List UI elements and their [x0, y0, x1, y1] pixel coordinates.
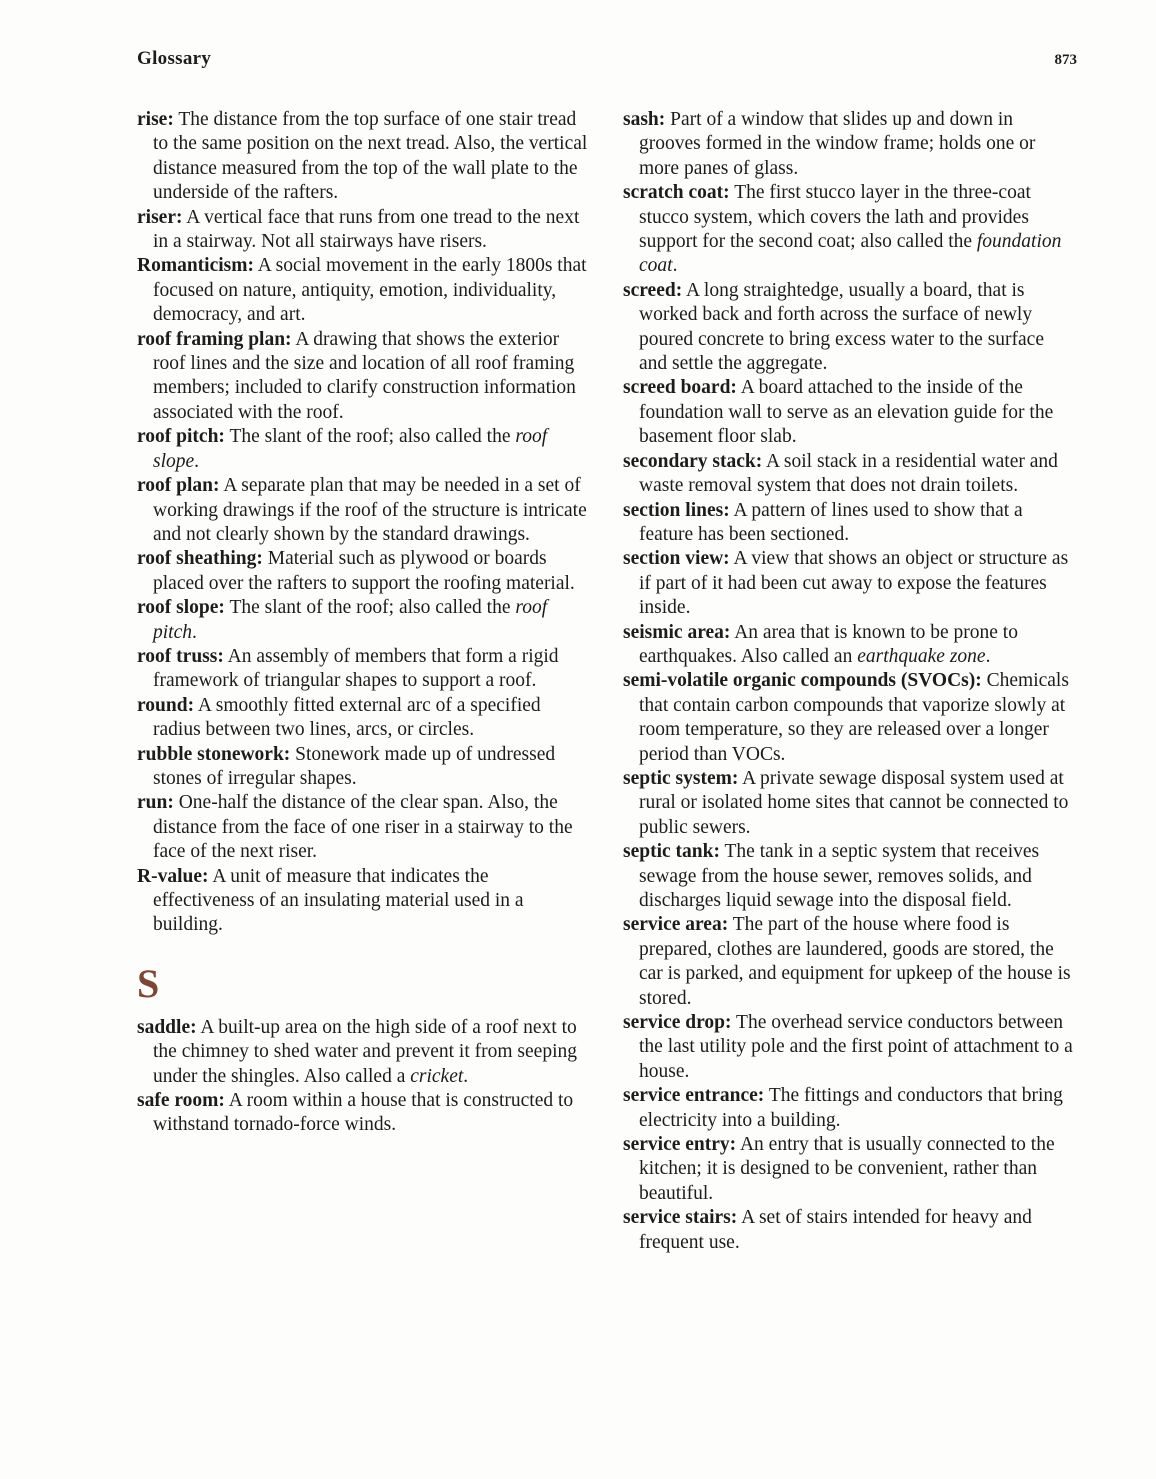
glossary-entry [623, 621, 1077, 670]
definition-segment: Part of a window that slides up and down in grooves formed in the window frame; holds one or more panes of glass. [639, 109, 1036, 179]
definition-italic-segment: earthquake zone [857, 645, 986, 667]
glossary-term: screed board: [623, 377, 737, 399]
glossary-term: service entry: [623, 1134, 737, 1156]
definition-segment: The tank in a septic system that receives sewage from the house sewer, removes solids, and discharges liquid sewage into the disposal field. [639, 841, 1040, 911]
glossary-term: semi-volatile organic compounds (SVOCs): [623, 670, 982, 692]
glossary-entry [137, 694, 591, 743]
glossary-term: riser: [137, 206, 183, 228]
definition-segment: Stonework made up of undressed stones of irregular shapes. [153, 743, 556, 789]
definition-italic-segment: roof slope [153, 426, 548, 472]
glossary-term: round: [137, 694, 195, 716]
glossary-term: secondary stack: [623, 450, 763, 472]
glossary-entry [623, 913, 1077, 1011]
glossary-entry [623, 1011, 1077, 1084]
glossary-entry [623, 1084, 1077, 1133]
definition-segment: A room within a house that is constructed to withstand tornado-force winds. [153, 1090, 574, 1136]
definition-segment: The distance from the top surface of one stair tread to the same position on the next tread. Also, the vertical distance measured from the top of the wall plate to the underside of the rafters. [153, 109, 588, 204]
definition-segment: A vertical face that runs from one tread to the next in a stairway. Not all stairways have risers. [153, 206, 580, 253]
glossary-entry [137, 425, 591, 474]
definition-italic-segment: roof pitch [153, 597, 548, 643]
definition-segment: The part of the house where food is prepared, clothes are laundered, goods are stored, the car is parked, and equipment for upkeep of the house is stored. [639, 914, 1071, 1009]
glossary-entry [623, 279, 1077, 377]
glossary-entry [137, 254, 591, 327]
definition-italic-segment: foundation coat [639, 231, 1062, 277]
glossary-entry [623, 181, 1077, 279]
glossary-term: septic system: [623, 767, 739, 789]
definition-segment: A set of stairs intended for heavy and frequent use. [639, 1207, 1032, 1253]
glossary-term: roof slope: [137, 597, 225, 619]
definition-segment: A drawing that shows the exterior roof lines and the size and location of all roof framing members; included to clarify construction information associated with the roof. [153, 328, 576, 423]
glossary-term: roof pitch: [137, 426, 225, 448]
glossary-entry [623, 1206, 1077, 1255]
page-number: 873 [1054, 52, 1077, 68]
definition-segment: An area that is known to be prone to earthquakes. Also called an [639, 621, 1018, 667]
glossary-entry [137, 328, 591, 426]
definition-segment: . [194, 450, 200, 472]
glossary-entry [623, 108, 1077, 181]
definition-segment: A soil stack in a residential water and waste removal system that does not drain toilets. [639, 450, 1058, 497]
page-header [137, 48, 1077, 70]
definition-segment: . [192, 621, 197, 643]
glossary-entry [623, 547, 1077, 620]
definition-segment: A social movement in the early 1800s that focused on nature, antiquity, emotion, individuality, democracy, and art. [153, 255, 587, 326]
glossary-entry [623, 499, 1077, 548]
glossary-term: service stairs: [623, 1207, 738, 1229]
glossary-term: seismic area: [623, 621, 731, 643]
definition-segment: Material such as plywood or boards placed over the rafters to support the roofing material. [153, 548, 575, 594]
glossary-entry [137, 1089, 591, 1138]
glossary-columns [137, 108, 1077, 1255]
glossary-term: run: [137, 792, 174, 814]
glossary-entry [137, 791, 591, 864]
glossary-entry [623, 450, 1077, 499]
glossary-term: service area: [623, 914, 729, 936]
glossary-entry [137, 645, 591, 694]
definition-segment: . [985, 645, 991, 667]
definition-segment: The fittings and conductors that bring electricity into a building. [639, 1085, 1063, 1131]
definition-segment: A board attached to the inside of the foundation wall to serve as an elevation guide for the basement floor slab. [639, 377, 1054, 448]
definition-segment: An assembly of members that form a rigid framework of triangular shapes to support a roof. [153, 645, 559, 692]
glossary-term: R-value: [137, 865, 209, 887]
glossary-term: roof sheathing: [137, 548, 263, 570]
definition-segment: The slant of the roof; also called the [229, 426, 516, 448]
glossary-entry [623, 767, 1077, 840]
glossary-entry [623, 840, 1077, 913]
definition-segment: A long straightedge, usually a board, that is worked back and forth across the surface of newly poured concrete to bring excess water to the surface and settle the aggregate. [639, 279, 1044, 375]
glossary-term: roof truss: [137, 645, 224, 667]
glossary-entry [623, 376, 1077, 449]
page-title: Glossary [137, 48, 212, 69]
glossary-term: rubble stonework: [137, 743, 291, 765]
definition-segment: A built-up area on the high side of a roof next to the chimney to shed water and prevent it from seeping under the shingles. Also called a [153, 1016, 577, 1087]
glossary-entry [137, 547, 591, 596]
definition-segment: A separate plan that may be needed in a set of working drawings if the roof of the structure is intricate and not clearly shown by the standard drawings. [153, 475, 587, 545]
section-letter: S [137, 960, 160, 1006]
definition-segment: A pattern of lines used to show that a feature has been sectioned. [639, 499, 1023, 545]
glossary-entry [137, 1016, 591, 1089]
glossary-entry [137, 596, 591, 645]
definition-segment: A unit of measure that indicates the effectiveness of an insulating material used in a building. [153, 865, 524, 936]
definition-segment: Chemicals that contain carbon compounds that vaporize slowly at room temperature, so they are released over a longer period than VOCs. [639, 670, 1069, 765]
definition-segment: The slant of the roof; also called the [229, 597, 516, 619]
glossary-entry [137, 743, 591, 792]
glossary-term: roof framing plan: [137, 328, 292, 350]
glossary-term: section view: [623, 548, 730, 570]
definition-segment: The overhead service conductors between the last utility pole and the first point of attachment to a house. [639, 1012, 1073, 1082]
definition-segment: An entry that is usually connected to the kitchen; it is designed to be convenient, rather than beautiful. [639, 1134, 1055, 1204]
glossary-term: section lines: [623, 499, 730, 521]
definition-segment: A private sewage disposal system used at rural or isolated home sites that cannot be connected to public sewers. [639, 767, 1069, 838]
glossary-term: screed: [623, 279, 683, 301]
glossary-term: scratch coat: [623, 182, 730, 204]
glossary-column-left [137, 108, 591, 1255]
definition-segment: . [672, 255, 678, 277]
definition-segment: A view that shows an object or structure as if part of it had been cut away to expose the features inside. [639, 548, 1069, 619]
glossary-term: service drop: [623, 1012, 732, 1034]
glossary-term: saddle: [137, 1016, 197, 1038]
glossary-term: rise: [137, 109, 174, 130]
glossary-term: service entrance: [623, 1085, 765, 1107]
definition-italic-segment: cricket [410, 1065, 464, 1087]
glossary-term: safe room: [137, 1090, 225, 1112]
glossary-entry [623, 1133, 1077, 1206]
definition-segment: A smoothly fitted external arc of a specified radius between two lines, arcs, or circles. [153, 694, 541, 741]
definition-segment: One-half the distance of the clear span. Also, the distance from the face of one riser in a stairway to the face of the next riser. [153, 792, 573, 863]
glossary-term: septic tank: [623, 841, 720, 863]
glossary-column-right [623, 108, 1077, 1255]
glossary-term: Romanticism: [137, 255, 254, 277]
glossary-entry [137, 206, 591, 255]
glossary-term: roof plan: [137, 475, 220, 497]
glossary-entry [137, 108, 591, 206]
glossary-entry [137, 474, 591, 547]
definition-segment: The first stucco layer in the three-coat stucco system, which covers the lath and provides support for the second coat; also called the [639, 182, 1031, 253]
glossary-entry [137, 865, 591, 938]
glossary-term: sash: [623, 109, 666, 130]
glossary-entry [623, 669, 1077, 767]
definition-segment: . [463, 1065, 469, 1087]
